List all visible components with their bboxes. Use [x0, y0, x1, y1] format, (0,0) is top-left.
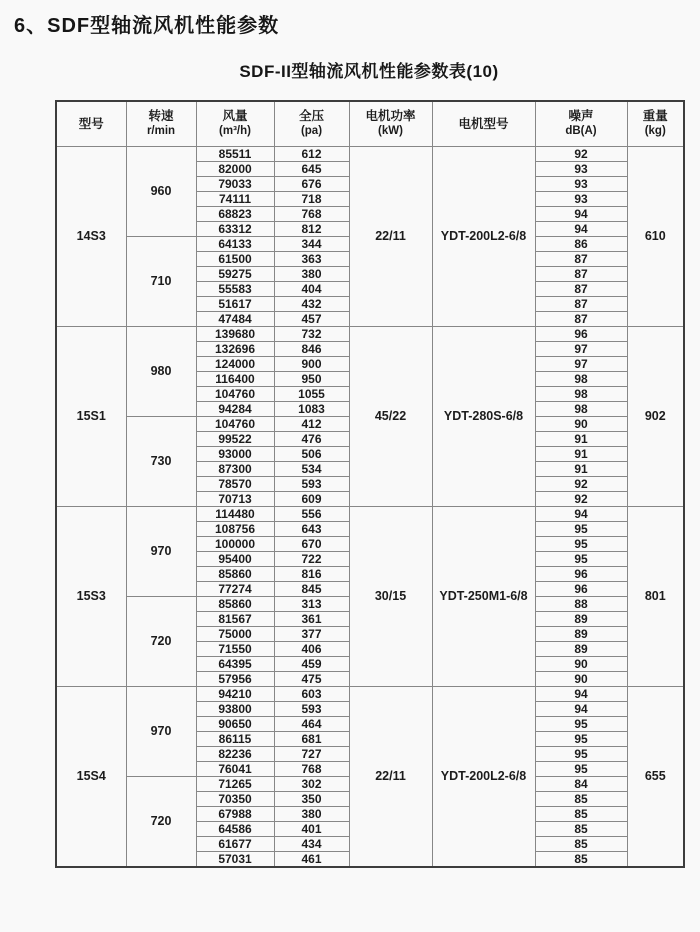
airflow-cell: 100000: [196, 536, 274, 551]
airflow-cell: 93000: [196, 446, 274, 461]
airflow-cell: 124000: [196, 356, 274, 371]
pressure-cell: 645: [274, 161, 349, 176]
noise-cell: 85: [535, 851, 627, 867]
col-header-motor-power: 电机功率 (kW): [349, 101, 432, 146]
noise-cell: 95: [535, 551, 627, 566]
airflow-cell: 64586: [196, 821, 274, 836]
noise-cell: 93: [535, 176, 627, 191]
pressure-cell: 475: [274, 671, 349, 686]
pressure-cell: 534: [274, 461, 349, 476]
col-header-noise: 噪声 dB(A): [535, 101, 627, 146]
pressure-cell: 380: [274, 266, 349, 281]
pressure-cell: 459: [274, 656, 349, 671]
airflow-cell: 86115: [196, 731, 274, 746]
pressure-cell: 812: [274, 221, 349, 236]
motor-model-cell: YDT-200L2-6/8: [432, 146, 535, 326]
pressure-cell: 722: [274, 551, 349, 566]
noise-cell: 85: [535, 821, 627, 836]
fan-performance-table: [55, 100, 685, 868]
airflow-cell: 78570: [196, 476, 274, 491]
pressure-cell: 506: [274, 446, 349, 461]
motor-model-cell: YDT-280S-6/8: [432, 326, 535, 506]
airflow-cell: 90650: [196, 716, 274, 731]
airflow-cell: 82000: [196, 161, 274, 176]
airflow-cell: 61677: [196, 836, 274, 851]
noise-cell: 97: [535, 341, 627, 356]
pressure-cell: 768: [274, 206, 349, 221]
noise-cell: 94: [535, 506, 627, 521]
weight-cell: 902: [627, 326, 684, 506]
pressure-cell: 676: [274, 176, 349, 191]
airflow-cell: 132696: [196, 341, 274, 356]
airflow-cell: 63312: [196, 221, 274, 236]
airflow-cell: 51617: [196, 296, 274, 311]
noise-cell: 94: [535, 701, 627, 716]
table-row: [56, 686, 684, 701]
table-body: [56, 146, 684, 867]
airflow-cell: 104760: [196, 416, 274, 431]
model-cell: 15S3: [56, 506, 126, 686]
pressure-cell: 380: [274, 806, 349, 821]
noise-cell: 90: [535, 656, 627, 671]
col-header-speed: 转速 r/min: [126, 101, 196, 146]
airflow-cell: 94284: [196, 401, 274, 416]
airflow-cell: 76041: [196, 761, 274, 776]
airflow-cell: 77274: [196, 581, 274, 596]
noise-cell: 87: [535, 296, 627, 311]
noise-cell: 87: [535, 281, 627, 296]
airflow-cell: 82236: [196, 746, 274, 761]
airflow-cell: 99522: [196, 431, 274, 446]
pressure-cell: 609: [274, 491, 349, 506]
pressure-cell: 846: [274, 341, 349, 356]
motor-power-cell: 45/22: [349, 326, 432, 506]
airflow-cell: 70350: [196, 791, 274, 806]
airflow-cell: 57031: [196, 851, 274, 867]
airflow-cell: 81567: [196, 611, 274, 626]
airflow-cell: 85860: [196, 566, 274, 581]
weight-cell: 610: [627, 146, 684, 326]
pressure-cell: 1083: [274, 401, 349, 416]
pressure-cell: 406: [274, 641, 349, 656]
pressure-cell: 432: [274, 296, 349, 311]
pressure-cell: 461: [274, 851, 349, 867]
noise-cell: 87: [535, 266, 627, 281]
table-row: [56, 326, 684, 341]
pressure-cell: 350: [274, 791, 349, 806]
motor-power-cell: 22/11: [349, 686, 432, 867]
noise-cell: 93: [535, 161, 627, 176]
noise-cell: 91: [535, 431, 627, 446]
col-header-pressure: 全压 (pa): [274, 101, 349, 146]
pressure-cell: 593: [274, 476, 349, 491]
col-header-weight: 重量 (kg): [627, 101, 684, 146]
pressure-cell: 434: [274, 836, 349, 851]
airflow-cell: 79033: [196, 176, 274, 191]
noise-cell: 89: [535, 626, 627, 641]
airflow-cell: 85511: [196, 146, 274, 161]
weight-cell: 801: [627, 506, 684, 686]
motor-power-cell: 22/11: [349, 146, 432, 326]
pressure-cell: 670: [274, 536, 349, 551]
noise-cell: 94: [535, 206, 627, 221]
pressure-cell: 464: [274, 716, 349, 731]
noise-cell: 85: [535, 836, 627, 851]
airflow-cell: 59275: [196, 266, 274, 281]
airflow-cell: 108756: [196, 521, 274, 536]
speed-cell: 970: [126, 686, 196, 776]
speed-cell: 980: [126, 326, 196, 416]
speed-cell: 970: [126, 506, 196, 596]
airflow-cell: 75000: [196, 626, 274, 641]
noise-cell: 92: [535, 476, 627, 491]
noise-cell: 95: [535, 746, 627, 761]
speed-cell: 720: [126, 596, 196, 686]
noise-cell: 88: [535, 596, 627, 611]
noise-cell: 85: [535, 791, 627, 806]
noise-cell: 85: [535, 806, 627, 821]
model-cell: 15S1: [56, 326, 126, 506]
airflow-cell: 64395: [196, 656, 274, 671]
pressure-cell: 732: [274, 326, 349, 341]
header-row: [56, 101, 684, 146]
pressure-cell: 401: [274, 821, 349, 836]
noise-cell: 95: [535, 536, 627, 551]
airflow-cell: 74111: [196, 191, 274, 206]
table-row: [56, 506, 684, 521]
col-header-airflow: 风量 (m³/h): [196, 101, 274, 146]
airflow-cell: 94210: [196, 686, 274, 701]
weight-cell: 655: [627, 686, 684, 867]
pressure-cell: 612: [274, 146, 349, 161]
motor-power-cell: 30/15: [349, 506, 432, 686]
airflow-cell: 55583: [196, 281, 274, 296]
airflow-cell: 114480: [196, 506, 274, 521]
pressure-cell: 816: [274, 566, 349, 581]
airflow-cell: 104760: [196, 386, 274, 401]
speed-cell: 710: [126, 236, 196, 326]
noise-cell: 95: [535, 521, 627, 536]
airflow-cell: 116400: [196, 371, 274, 386]
pressure-cell: 313: [274, 596, 349, 611]
pressure-cell: 363: [274, 251, 349, 266]
pressure-cell: 727: [274, 746, 349, 761]
pressure-cell: 900: [274, 356, 349, 371]
noise-cell: 91: [535, 461, 627, 476]
speed-cell: 960: [126, 146, 196, 236]
pressure-cell: 593: [274, 701, 349, 716]
pressure-cell: 457: [274, 311, 349, 326]
airflow-cell: 95400: [196, 551, 274, 566]
pressure-cell: 603: [274, 686, 349, 701]
pressure-cell: 950: [274, 371, 349, 386]
airflow-cell: 71550: [196, 641, 274, 656]
noise-cell: 94: [535, 221, 627, 236]
pressure-cell: 361: [274, 611, 349, 626]
airflow-cell: 67988: [196, 806, 274, 821]
pressure-cell: 344: [274, 236, 349, 251]
pressure-cell: 412: [274, 416, 349, 431]
noise-cell: 93: [535, 191, 627, 206]
pressure-cell: 377: [274, 626, 349, 641]
pressure-cell: 845: [274, 581, 349, 596]
speed-cell: 720: [126, 776, 196, 867]
noise-cell: 92: [535, 146, 627, 161]
page-title: 6、SDF型轴流风机性能参数: [14, 15, 280, 37]
noise-cell: 98: [535, 371, 627, 386]
model-cell: 14S3: [56, 146, 126, 326]
airflow-cell: 85860: [196, 596, 274, 611]
speed-cell: 730: [126, 416, 196, 506]
noise-cell: 86: [535, 236, 627, 251]
noise-cell: 95: [535, 731, 627, 746]
airflow-cell: 64133: [196, 236, 274, 251]
noise-cell: 96: [535, 326, 627, 341]
pressure-cell: 1055: [274, 386, 349, 401]
noise-cell: 98: [535, 401, 627, 416]
col-header-motor-model: 电机型号: [432, 101, 535, 146]
airflow-cell: 93800: [196, 701, 274, 716]
airflow-cell: 71265: [196, 776, 274, 791]
airflow-cell: 57956: [196, 671, 274, 686]
noise-cell: 90: [535, 416, 627, 431]
noise-cell: 94: [535, 686, 627, 701]
noise-cell: 97: [535, 356, 627, 371]
table-row: [56, 146, 684, 161]
noise-cell: 92: [535, 491, 627, 506]
noise-cell: 89: [535, 611, 627, 626]
pressure-cell: 302: [274, 776, 349, 791]
table-title: SDF-II型轴流风机性能参数表(10): [239, 62, 499, 81]
col-header-model: 型号: [56, 101, 126, 146]
noise-cell: 91: [535, 446, 627, 461]
pressure-cell: 643: [274, 521, 349, 536]
airflow-cell: 61500: [196, 251, 274, 266]
airflow-cell: 68823: [196, 206, 274, 221]
noise-cell: 95: [535, 761, 627, 776]
noise-cell: 89: [535, 641, 627, 656]
noise-cell: 87: [535, 311, 627, 326]
noise-cell: 87: [535, 251, 627, 266]
pressure-cell: 768: [274, 761, 349, 776]
pressure-cell: 556: [274, 506, 349, 521]
noise-cell: 96: [535, 566, 627, 581]
pressure-cell: 681: [274, 731, 349, 746]
motor-model-cell: YDT-250M1-6/8: [432, 506, 535, 686]
airflow-cell: 70713: [196, 491, 274, 506]
noise-cell: 95: [535, 716, 627, 731]
pressure-cell: 718: [274, 191, 349, 206]
noise-cell: 96: [535, 581, 627, 596]
airflow-cell: 47484: [196, 311, 274, 326]
noise-cell: 84: [535, 776, 627, 791]
pressure-cell: 476: [274, 431, 349, 446]
pressure-cell: 404: [274, 281, 349, 296]
airflow-cell: 87300: [196, 461, 274, 476]
noise-cell: 90: [535, 671, 627, 686]
motor-model-cell: YDT-200L2-6/8: [432, 686, 535, 867]
noise-cell: 98: [535, 386, 627, 401]
model-cell: 15S4: [56, 686, 126, 867]
airflow-cell: 139680: [196, 326, 274, 341]
